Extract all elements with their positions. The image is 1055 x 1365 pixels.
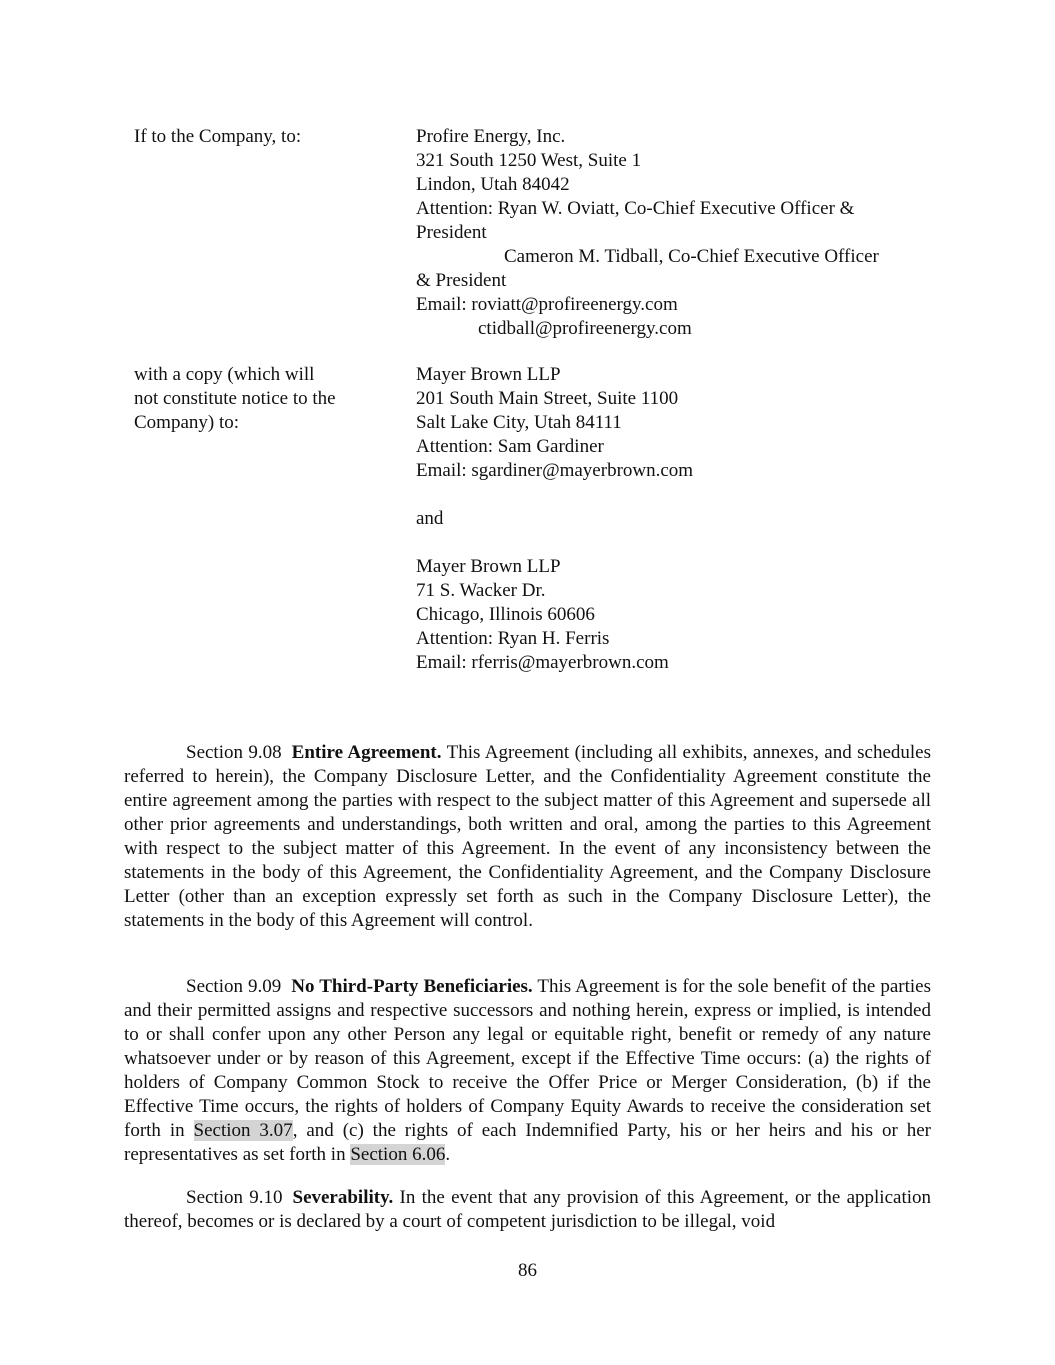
address-line: ctidball@profireenergy.com xyxy=(478,318,692,339)
notice-label-line: If to the Company, to: xyxy=(134,126,302,147)
section-cross-reference[interactable]: Section 3.07 xyxy=(193,1120,293,1141)
page-number: 86 xyxy=(518,1260,537,1281)
section-title: No Third-Party Beneficiaries. xyxy=(291,976,533,997)
address-line: Cameron M. Tidball, Co-Chief Executive Officer xyxy=(504,246,879,267)
section-9-09 xyxy=(124,975,931,1167)
section-9-10 xyxy=(124,1186,931,1234)
address-line: President xyxy=(416,222,487,243)
address-line: & President xyxy=(416,270,507,291)
address-line: Chicago, Illinois 60606 xyxy=(416,604,595,625)
section-body-text: In the event that any provision of this Agreement, or the application thereof, becomes or is declared by a court of competent jurisdiction to be illegal, void xyxy=(124,1187,931,1232)
address-line: Salt Lake City, Utah 84111 xyxy=(416,412,622,433)
section-body-text: , and (c) the rights of each Indemnified Party, his or her heirs and his or her representatives as set forth in xyxy=(124,1120,931,1165)
section-title: Entire Agreement. xyxy=(291,742,442,763)
section-body-text: . xyxy=(445,1144,451,1165)
address-line: Mayer Brown LLP xyxy=(416,364,561,385)
notice-label-line: not constitute notice to the xyxy=(134,388,336,409)
section-body-text: This Agreement is for the sole benefit of the parties and their permitted assigns and respective successors and nothing herein, express or implied, is intended to or shall confer upon any other Person any legal or equitable right, benefit or remedy of any nature whatsoever under or by reason of this Agreement, except if the Effective Time occurs: (a) the rights of holders of Company Common Stock to receive the Offer Price or Merger Consideration, (b) if the Effective Time occurs, the rights of holders of Company Equity Awards to receive the consideration set forth in xyxy=(124,976,931,1141)
section-title: Severability. xyxy=(292,1187,394,1208)
address-line: Attention: Ryan W. Oviatt, Co-Chief Executive Officer & xyxy=(416,198,855,219)
address-line: Lindon, Utah 84042 xyxy=(416,174,570,195)
address-line: Attention: Ryan H. Ferris xyxy=(416,628,610,649)
section-number: Section 9.09 xyxy=(186,976,282,997)
address-line: Attention: Sam Gardiner xyxy=(416,436,604,457)
section-number: Section 9.08 xyxy=(186,742,282,763)
notice-label xyxy=(134,125,394,149)
section-cross-reference[interactable]: Section 6.06 xyxy=(350,1144,446,1165)
address-line: 201 South Main Street, Suite 1100 xyxy=(416,388,679,409)
section-paragraph xyxy=(124,741,931,933)
section-9-08 xyxy=(124,741,931,933)
address-line: Profire Energy, Inc. xyxy=(416,126,566,147)
address-line: Email: sgardiner@mayerbrown.com xyxy=(416,460,694,481)
address-line: 71 S. Wacker Dr. xyxy=(416,580,546,601)
address-line: Mayer Brown LLP xyxy=(416,556,561,577)
section-number: Section 9.10 xyxy=(186,1187,283,1208)
section-body-text: This Agreement (including all exhibits, annexes, and schedules referred to herein), the Company Disclosure Letter, and the Confidentiality Agreement constitute the entire agreement among the parties with respect to the subject matter of this Agreement and supersede all other prior agreements and understandings, both written and oral, among the parties to this Agreement with respect to the subject matter of this Agreement. In the event of any inconsistency between the statements in the body of this Agreement, the Confidentiality Agreement, and the Company Disclosure Letter (other than an exception expressly set forth as such in the Company Disclosure Letter), the statements in the body of this Agreement will control. xyxy=(124,742,931,931)
section-paragraph xyxy=(124,975,931,1167)
address-line: and xyxy=(416,508,444,529)
address-spacer xyxy=(416,483,936,507)
address-line: Email: roviatt@profireenergy.com xyxy=(416,294,678,315)
address-spacer xyxy=(416,531,936,555)
notice-address xyxy=(416,125,936,341)
notice-address xyxy=(416,363,936,675)
notice-label xyxy=(134,363,394,435)
notice-label-line: Company) to: xyxy=(134,412,240,433)
notice-label-line: with a copy (which will xyxy=(134,364,315,385)
section-paragraph xyxy=(124,1186,931,1234)
address-line: Email: rferris@mayerbrown.com xyxy=(416,652,669,673)
address-line: 321 South 1250 West, Suite 1 xyxy=(416,150,642,171)
